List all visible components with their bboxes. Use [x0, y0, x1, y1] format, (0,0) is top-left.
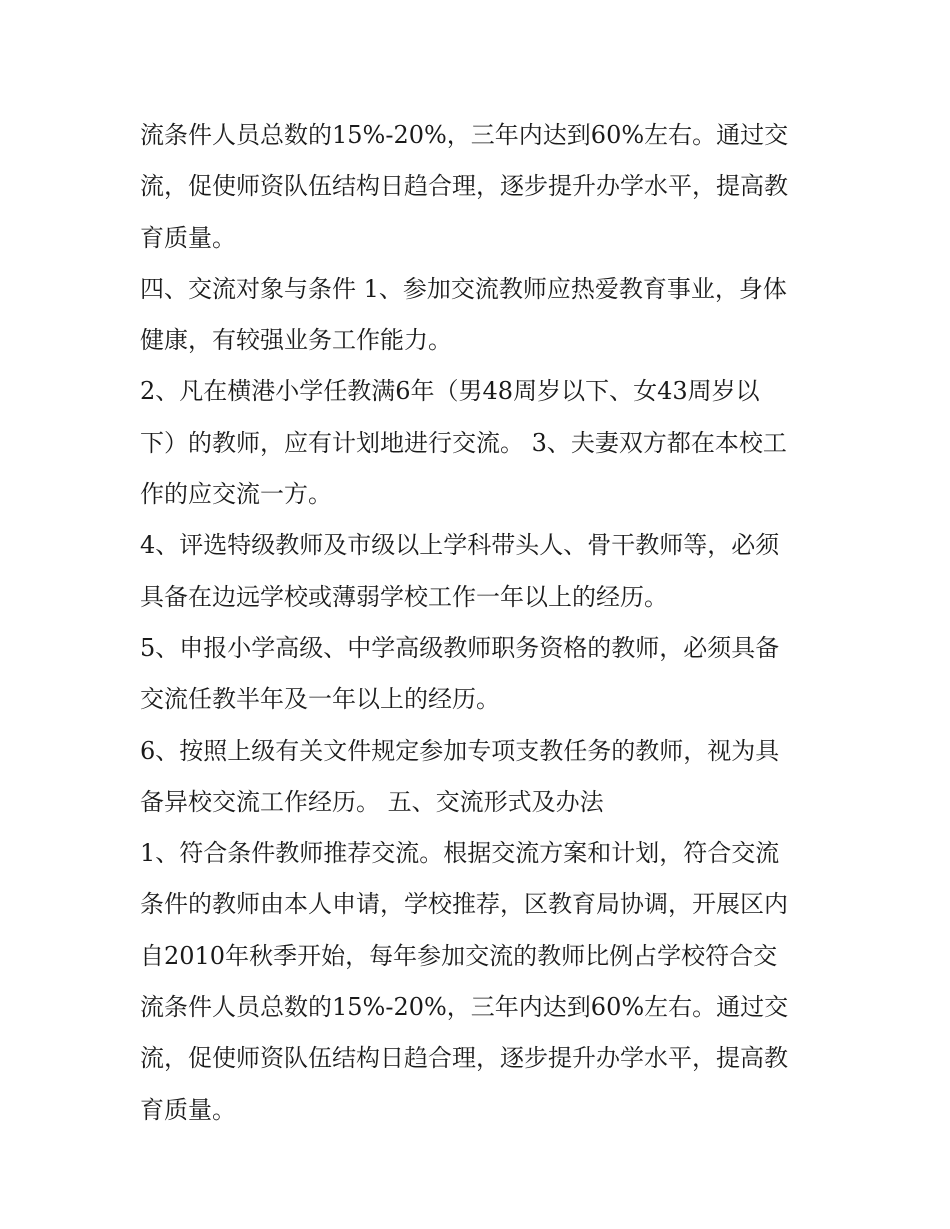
text-line: 流，促使师资队伍结构日趋合理，逐步提升办学水平，提高教 [140, 1044, 788, 1073]
paragraph-item-4 [140, 520, 820, 623]
paragraph-section-four-item-1 [140, 264, 820, 367]
text-line: 四、交流对象与条件 1、参加交流教师应热爱教育事业，身体 [140, 274, 787, 303]
text-line: 4、评选特级教师及市级以上学科带头人、骨干教师等，必须 [140, 531, 780, 560]
text-line: 流，促使师资队伍结构日趋合理，逐步提升办学水平，提高教 [140, 172, 788, 201]
text-line: 流条件人员总数的15%-20%，三年内达到60%左右。通过交 [140, 121, 789, 149]
text-line: 2、凡在横港小学任教满6年（男48周岁以下、女43周岁以 [140, 377, 760, 406]
text-line: 具备在边远学校或薄弱学校工作一年以上的经历。 [140, 582, 668, 611]
text-line: 作的应交流一方。 [140, 480, 332, 509]
text-line: 健康，有较强业务工作能力。 [140, 326, 452, 355]
text-line: 备异校交流工作经历。 五、交流形式及办法 [140, 787, 604, 816]
paragraph-item-6-section-five [140, 726, 820, 829]
paragraph-item-2-3 [140, 366, 820, 520]
text-line: 交流任教半年及一年以上的经历。 [140, 685, 500, 714]
text-line: 自2010年秋季开始，每年参加交流的教师比例占学校符合交 [140, 941, 778, 970]
text-line: 流条件人员总数的15%-20%，三年内达到60%左右。通过交 [140, 993, 789, 1022]
text-line: 5、申报小学高级、中学高级教师职务资格的教师，必须具备 [140, 633, 780, 662]
text-line: 6、按照上级有关文件规定参加专项支教任务的教师，视为具 [140, 736, 780, 765]
text-line: 1、符合条件教师推荐交流。根据交流方案和计划，符合交流 [140, 839, 780, 868]
text-line: 下）的教师，应有计划地进行交流。 3、夫妻双方都在本校工 [140, 428, 787, 457]
text-line: 条件的教师由本人申请，学校推荐，区教育局协调，开展区内 [140, 890, 788, 919]
document-body [140, 110, 820, 1136]
text-line: 育质量。 [140, 223, 236, 252]
paragraph-section-five-item-1 [140, 828, 820, 1136]
text-line: 育质量。 [140, 1095, 236, 1124]
paragraph-exchange-goal-continued [140, 110, 820, 264]
paragraph-item-5 [140, 623, 820, 726]
